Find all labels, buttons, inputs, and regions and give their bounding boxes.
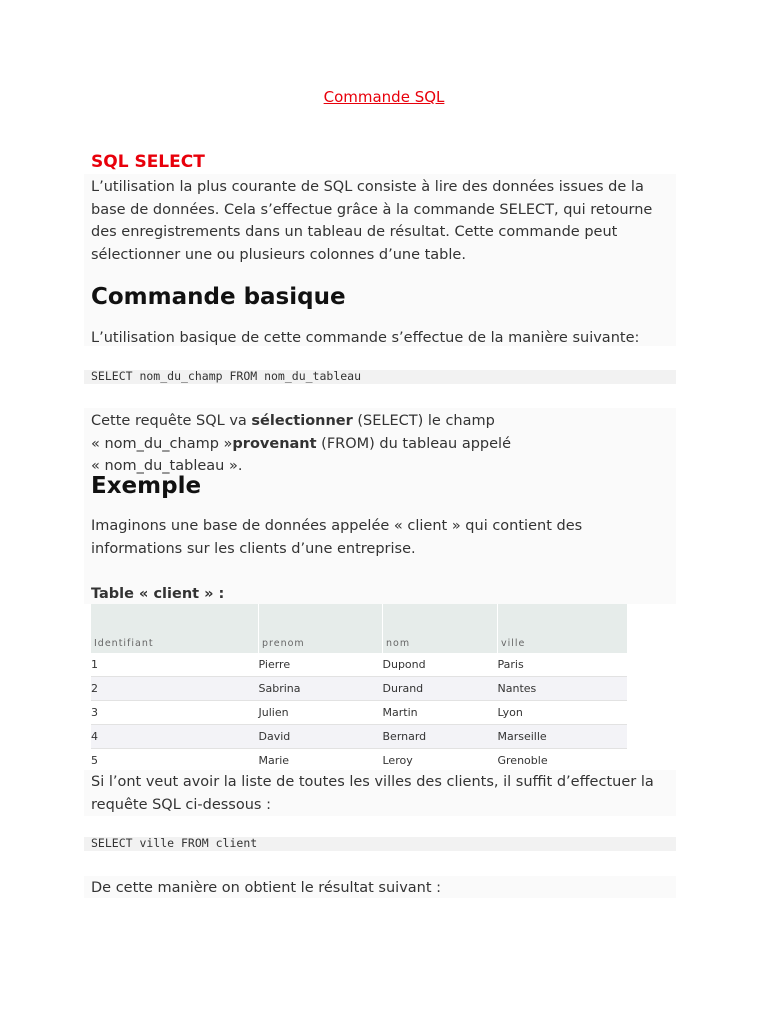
text-span: (SELECT) le champ <box>352 413 495 429</box>
column-header-nom: nom <box>383 604 498 653</box>
section-heading-basic: Commande basique <box>91 284 346 310</box>
bold-keyword-from: provenant <box>232 435 317 452</box>
example-intro-line: informations sur les clients d’une entreprise. <box>91 540 416 557</box>
column-header-prenom: prenom <box>259 604 383 653</box>
table-cell: Sabrina <box>259 677 383 701</box>
basic-explanation <box>91 410 676 478</box>
result-intro: De cette manière on obtient le résultat suivant : <box>91 880 442 896</box>
table-cell: Marie <box>258 754 290 767</box>
document-title: Commande SQL <box>323 88 445 106</box>
text-span: Cette requête SQL va <box>91 413 252 429</box>
table-cell: 1 <box>91 653 259 677</box>
table-cell: 3 <box>91 701 259 725</box>
text-span: « nom_du_champ » <box>91 435 233 452</box>
code-snippet-basic: SELECT nom_du_champ FROM nom_du_tableau <box>91 369 362 383</box>
section-heading-sql-select: SQL SELECT <box>91 152 205 172</box>
table-row <box>91 725 627 749</box>
query-intro-line: requête SQL ci-dessous : <box>91 796 271 813</box>
intro-line: L’utilisation la plus courante de SQL consiste à lire des données issues de la <box>91 179 644 195</box>
table-cell: 2 <box>91 677 259 701</box>
bold-keyword-select: sélectionner <box>251 413 353 429</box>
table-row <box>91 653 627 677</box>
client-table <box>91 604 627 772</box>
column-header-identifiant: Identifiant <box>91 604 259 653</box>
column-header-ville: ville <box>498 604 628 653</box>
table-label: Table « client » : <box>91 586 225 602</box>
explanation-line-2 <box>91 433 676 456</box>
table-cell: Julien <box>259 701 383 725</box>
table-cell: Martin <box>383 701 498 725</box>
intro-line: sélectionner une ou plusieurs colonnes d’une table. <box>91 246 466 263</box>
code-snippet-example: SELECT ville FROM client <box>91 836 258 850</box>
text-span: (FROM) du tableau appelé <box>316 435 512 452</box>
table-cell: David <box>259 725 383 749</box>
table-cell: 4 <box>91 725 259 749</box>
table-row <box>91 701 627 725</box>
explanation-line-1 <box>91 410 676 433</box>
table-cell: Leroy <box>382 754 413 767</box>
table-cell: Grenoble <box>497 754 548 767</box>
table-cell: Bernard <box>383 725 498 749</box>
table-cell: Lyon <box>498 701 628 725</box>
basic-intro-text: L’utilisation basique de cette commande s’effectue de la manière suivante: <box>91 330 640 346</box>
table-row <box>91 677 627 701</box>
table-cell: 5 <box>91 754 98 767</box>
table-header-row <box>91 604 627 653</box>
table-cell: Paris <box>498 653 628 677</box>
intro-paragraph <box>91 176 676 266</box>
section-heading-example: Exemple <box>91 473 202 499</box>
query-intro-line: Si l’ont veut avoir la liste de toutes les villes des clients, il suffit d’effectuer la <box>91 774 654 790</box>
example-intro-line: Imaginons une base de données appelée « client » qui contient des <box>91 518 583 534</box>
intro-line: base de données. Cela s’effectue grâce à la commande SELECT, qui retourne <box>91 201 653 218</box>
query-intro <box>91 771 676 816</box>
table-cell: Dupond <box>383 653 498 677</box>
table-cell: Nantes <box>498 677 628 701</box>
table-row <box>91 749 627 773</box>
table-cell: Pierre <box>259 653 383 677</box>
explanation-line-3: « nom_du_tableau ». <box>91 458 243 474</box>
table-cell: Durand <box>383 677 498 701</box>
table-cell: Marseille <box>498 725 628 749</box>
example-intro <box>91 515 676 560</box>
intro-line: des enregistrements dans un tableau de résultat. Cette commande peut <box>91 224 618 240</box>
